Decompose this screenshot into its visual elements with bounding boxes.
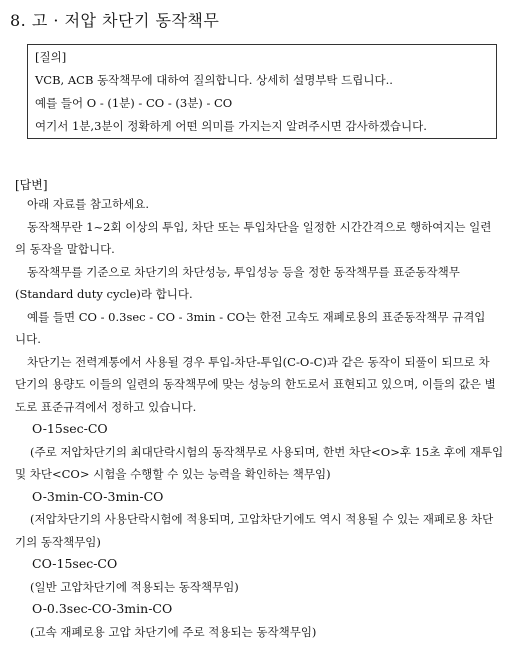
answer-line: 의 동작을 말합니다.: [15, 242, 115, 256]
duty-cycle-note: (고속 재폐로용 고압 차단기에 주로 적용되는 동작책무임): [30, 625, 317, 639]
duty-cycle-code: O-3min-CO-3min-CO: [32, 489, 164, 504]
page-title: 8. 고 · 저압 차단기 동작책무: [10, 11, 220, 30]
answer-line: 도로 표준규격에서 정하고 있습니다.: [15, 400, 197, 414]
duty-cycle-code: CO-15sec-CO: [32, 556, 118, 571]
answer-line: 동작책무를 기준으로 차단기의 차단성능, 투입성능 등을 정한 동작책무를 표준동작책무: [27, 265, 460, 279]
answer-line: (Standard duty cycle)라 합니다.: [15, 287, 193, 301]
duty-cycle-note: 기의 동작책무임): [15, 535, 101, 549]
question-line: 예를 들어 O - (1분) - CO - (3분) - CO: [35, 96, 233, 110]
answer-line: 아래 자료를 참고하세요.: [27, 197, 150, 211]
duty-cycle-note: (주로 저압차단기의 최대단락시험의 동작책무로 사용되며, 한번 차단<O>후 15초 후에 재투입: [30, 445, 504, 459]
question-line: VCB, ACB 동작책무에 대하여 질의합니다. 상세히 설명부탁 드립니다..: [35, 73, 393, 87]
answer-label: [답변]: [15, 178, 48, 192]
answer-line: 단기의 용량도 이들의 일련의 동작책무에 맞는 성능의 한도로서 표현되고 있으며, 이들의 값은 별: [15, 377, 496, 391]
duty-cycle-note: (저압차단기의 사용단락시험에 적용되며, 고압차단기에도 역시 적용될 수 있는 재폐로용 차단: [30, 512, 494, 526]
duty-cycle-note: (일반 고압차단기에 적용되는 동작책무임): [30, 580, 239, 594]
duty-cycle-code: O-15sec-CO: [32, 421, 108, 436]
answer-line: 예를 들면 CO - 0.3sec - CO - 3min - CO는 한전 고속도 재폐로용의 표준동작책무 규격입: [27, 310, 486, 324]
duty-cycle-note: 및 차단<CO> 시험을 수행할 수 있는 능력을 확인하는 책무임): [15, 467, 331, 481]
question-label: [질의]: [35, 50, 67, 64]
answer-line: 동작책무란 1~2회 이상의 투입, 차단 또는 투입차단을 일정한 시간간격으로 행하여지는 일련: [27, 220, 492, 234]
answer-line: 차단기는 전력계통에서 사용될 경우 투입-차단-투입(C-O-C)과 같은 동작이 되풀이 되므로 차: [27, 355, 490, 369]
duty-cycle-code: O-0.3sec-CO-3min-CO: [32, 601, 173, 616]
answer-line: 니다.: [15, 332, 41, 346]
question-line: 여기서 1분,3분이 정확하게 어떤 의미를 가지는지 알려주시면 감사하겠습니다.: [35, 119, 427, 133]
question-box: [27, 44, 497, 139]
